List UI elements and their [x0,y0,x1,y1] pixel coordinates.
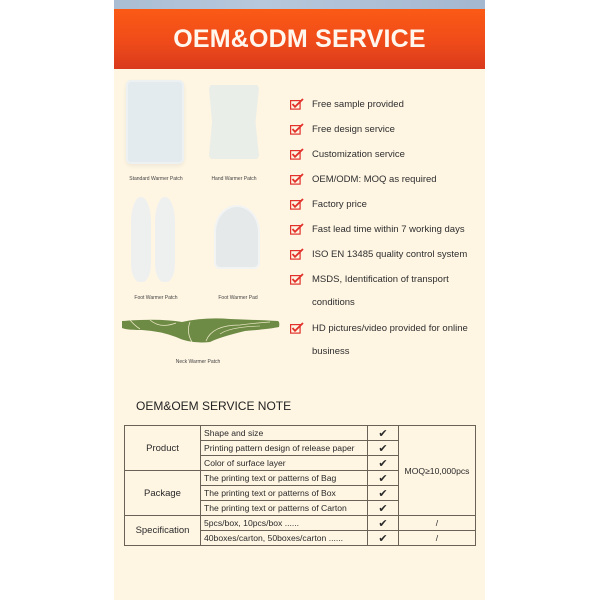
foot-warmer-patch-left-image [131,197,151,282]
item-cell: Color of surface layer [201,456,368,471]
checked-box-icon [290,248,304,260]
item-cell: 40boxes/carton, 50boxes/carton ...... [201,531,368,546]
banner-title: OEM&ODM SERVICE [173,24,426,53]
feature-item: Fast lead time within 7 working days [290,222,465,236]
value-cell: / [399,516,476,531]
feature-item: Free sample provided [290,97,404,111]
item-cell: 5pcs/box, 10pcs/box ...... [201,516,368,531]
top-image-strip [114,0,485,9]
product-label: Foot Warmer Patch [134,295,178,301]
hand-warmer-patch-image [209,85,259,159]
check-mark-icon: ✔ [368,516,399,531]
item-cell: Shape and size [201,426,368,441]
service-page [114,0,485,600]
item-cell: The printing text or patterns of Box [201,486,368,501]
checked-box-icon [290,123,304,135]
service-note-table [124,425,476,546]
checked-box-icon [290,198,304,210]
checked-box-icon [290,322,304,334]
category-cell: Specification [125,516,201,546]
category-cell: Package [125,471,201,516]
feature-item: HD pictures/video provided for online [290,321,468,335]
check-mark-icon: ✔ [368,486,399,501]
checked-box-icon [290,173,304,185]
feature-item-continuation: business [312,346,350,357]
checked-box-icon [290,148,304,160]
product-label: Foot Warmer Pad [218,295,258,301]
feature-item: ISO EN 13485 quality control system [290,247,467,261]
feature-item: MSDS, Identification of transport [290,272,449,286]
table-row [125,426,476,441]
item-cell: Printing pattern design of release paper [201,441,368,456]
feature-item: Free design service [290,122,395,136]
feature-item: Factory price [290,197,367,211]
foot-warmer-pad-image [214,205,260,269]
moq-cell: MOQ≥10,000pcs [399,426,476,516]
service-note-title: OEM&OEM SERVICE NOTE [136,399,292,413]
feature-item-continuation: conditions [312,297,355,308]
check-mark-icon: ✔ [368,441,399,456]
checked-box-icon [290,98,304,110]
foot-warmer-patch-right-image [155,197,175,282]
category-cell: Product [125,426,201,471]
product-label: Standard Warmer Patch [129,176,183,182]
check-mark-icon: ✔ [368,426,399,441]
item-cell: The printing text or patterns of Carton [201,501,368,516]
check-mark-icon: ✔ [368,456,399,471]
check-mark-icon: ✔ [368,531,399,546]
value-cell: / [399,531,476,546]
feature-item: OEM/ODM: MOQ as required [290,172,437,186]
standard-warmer-patch-image [126,80,184,164]
check-mark-icon: ✔ [368,501,399,516]
header-banner [114,9,485,69]
item-cell: The printing text or patterns of Bag [201,471,368,486]
neck-warmer-patch-image [120,315,280,345]
checked-box-icon [290,273,304,285]
feature-item: Customization service [290,147,405,161]
checked-box-icon [290,223,304,235]
table-row [125,516,476,531]
product-label: Neck Warmer Patch [175,359,221,365]
product-label: Hand Warmer Patch [211,176,257,182]
check-mark-icon: ✔ [368,471,399,486]
